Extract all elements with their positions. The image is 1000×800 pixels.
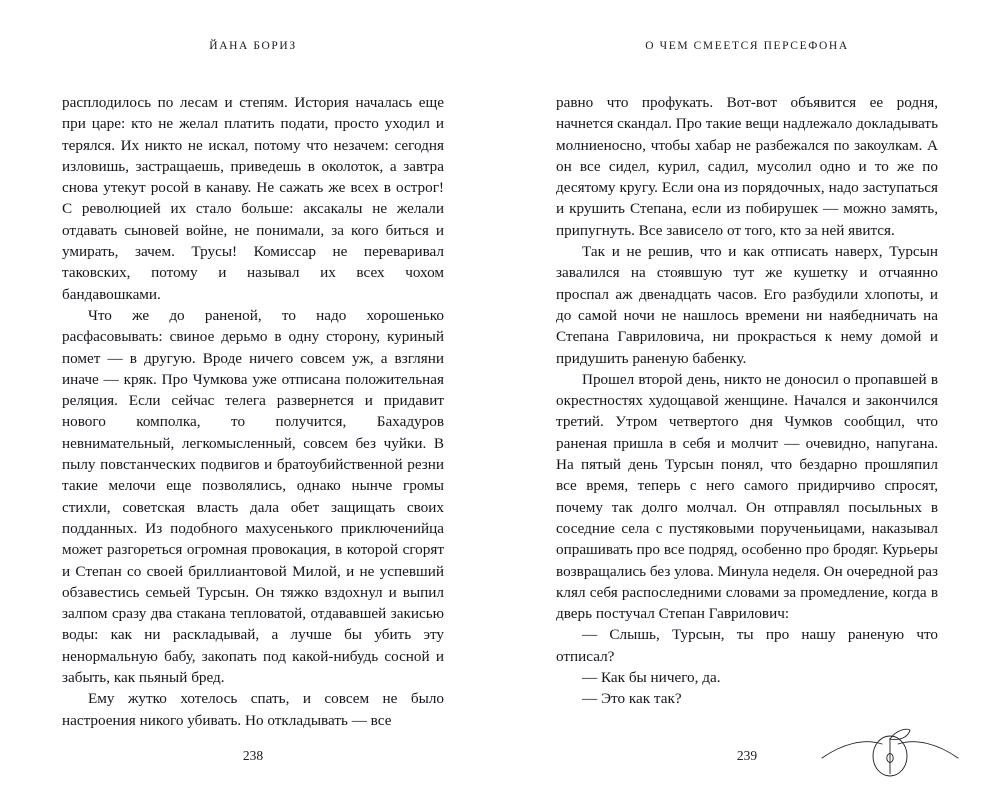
paragraph: Прошел второй день, никто не доносил о пропавшей в окрестностях худощавой женщине. Начался и закончился третий. Утром четвертого дня Чумков сообщил, что раненая пришла в себя и молчит — очевидно, напугана. На пятый день Турсын понял, что бездарно прошляпил все время, теперь с него самого придирчиво спросят, почему так долго молчал. Он отправлял посыльных в соседние села с пустяковыми порученьицами, наказывал опрашивать про все подряд, особенно про бродяг. Курьеры возвращались без улова. Минула неделя. Он очередной раз клял себя распоследними словами за промедление, когда в дверь постучал Степан Гаврилович:: [556, 370, 938, 623]
right-page: [500, 0, 1000, 800]
right-page-text-column: [556, 92, 938, 710]
paragraph: равно что профукать. Вот-вот объявится ее родня, начнется скандал. Про такие вещи надлежало докладывать молниеносно, чтобы хабар не разбежался по закоулкам. А он все сидел, курил, садил, мусолил одно и то же по десятому кругу. Если она из порядочных, надо заступаться и крушить Степана, если из побирушек — можно замять, припугнуть. Все зависело от того, кто за ней явится.: [556, 94, 938, 239]
paragraph: Так и не решив, что и как отписать наверх, Турсын завалился на стоявшую тут же кушетку и отчаянно проспал аж двенадцать часов. Его разбудили хлопоты, и до самой ночи не нашлось времени ни наябедничать на Степана Гавриловича, ни прокрасться к нему домой и придушить раненую бабенку.: [556, 243, 938, 367]
dialog-line: — Как бы ничего, да.: [582, 669, 721, 687]
dialog-line: — Слышь, Турсын, ты про нашу раненую что отписал?: [556, 626, 938, 665]
page-number-left: 238: [242, 748, 264, 763]
running-head-author: ЙАНА БОРИЗ: [209, 40, 297, 52]
paragraph: расплодилось по лесам и степям. История началась еще при царе: кто не желал платить подати, просто уходил и терялся. Их никто не искал, потому что незачем: сегодня изловишь, застращаешь, приведешь в околоток, а завтра снова утекут росой в канаву. Не сажать же всех в острог! С революцией их стало больше: аксакалы не желали отдавать сыновей войне, не понимали, за кого биться и умирать, зачем. Трусы! Комиссар не переваривал таковских, потому и называл их всех чохом бандавошками.: [62, 94, 444, 303]
dialog-line: — Это как так?: [582, 690, 682, 708]
left-page-text-column: [62, 92, 444, 731]
running-head-title: О ЧЕМ СМЕЕТСЯ ПЕРСЕФОНА: [645, 40, 849, 52]
paragraph: Ему жутко хотелось спать, и совсем не было настроения никого убивать. Но откладывать — все: [62, 690, 444, 729]
page-number-right: 239: [736, 748, 758, 763]
paragraph: Что же до раненой, то надо хорошенько расфасовывать: свиное дерьмо в одну сторону, куриный помет — в другую. Вроде ничего совсем уж, а взгляни иначе — кряк. Про Чумкова уже отписана положительная реляция. Если сейчас телега развернется и придавит нового комполка, то получится, Бахадуров невнимательный, легкомысленный, совсем без чуйки. В пылу повстанческих подвигов и братоубийственной резни такие мелочи еще позволялись, однако нынче громы стихли, советская власть дала обет защищать своих подданных. Из подобного махусенького приключенийца может разгореться огромная провокация, в которой сгорят и Степан со своей бриллиантовой Милой, и не успевший обзавестись семьей Турсын. Он тяжко вздохнул и выпил залпом сразу два стакана тепловатой, отдававшей закисью воды: как ни раскладывай, а лучше бы убить эту ненормальную бабу, закопать под какой-нибудь сосной и забыть, как пьяный бред.: [62, 306, 444, 687]
